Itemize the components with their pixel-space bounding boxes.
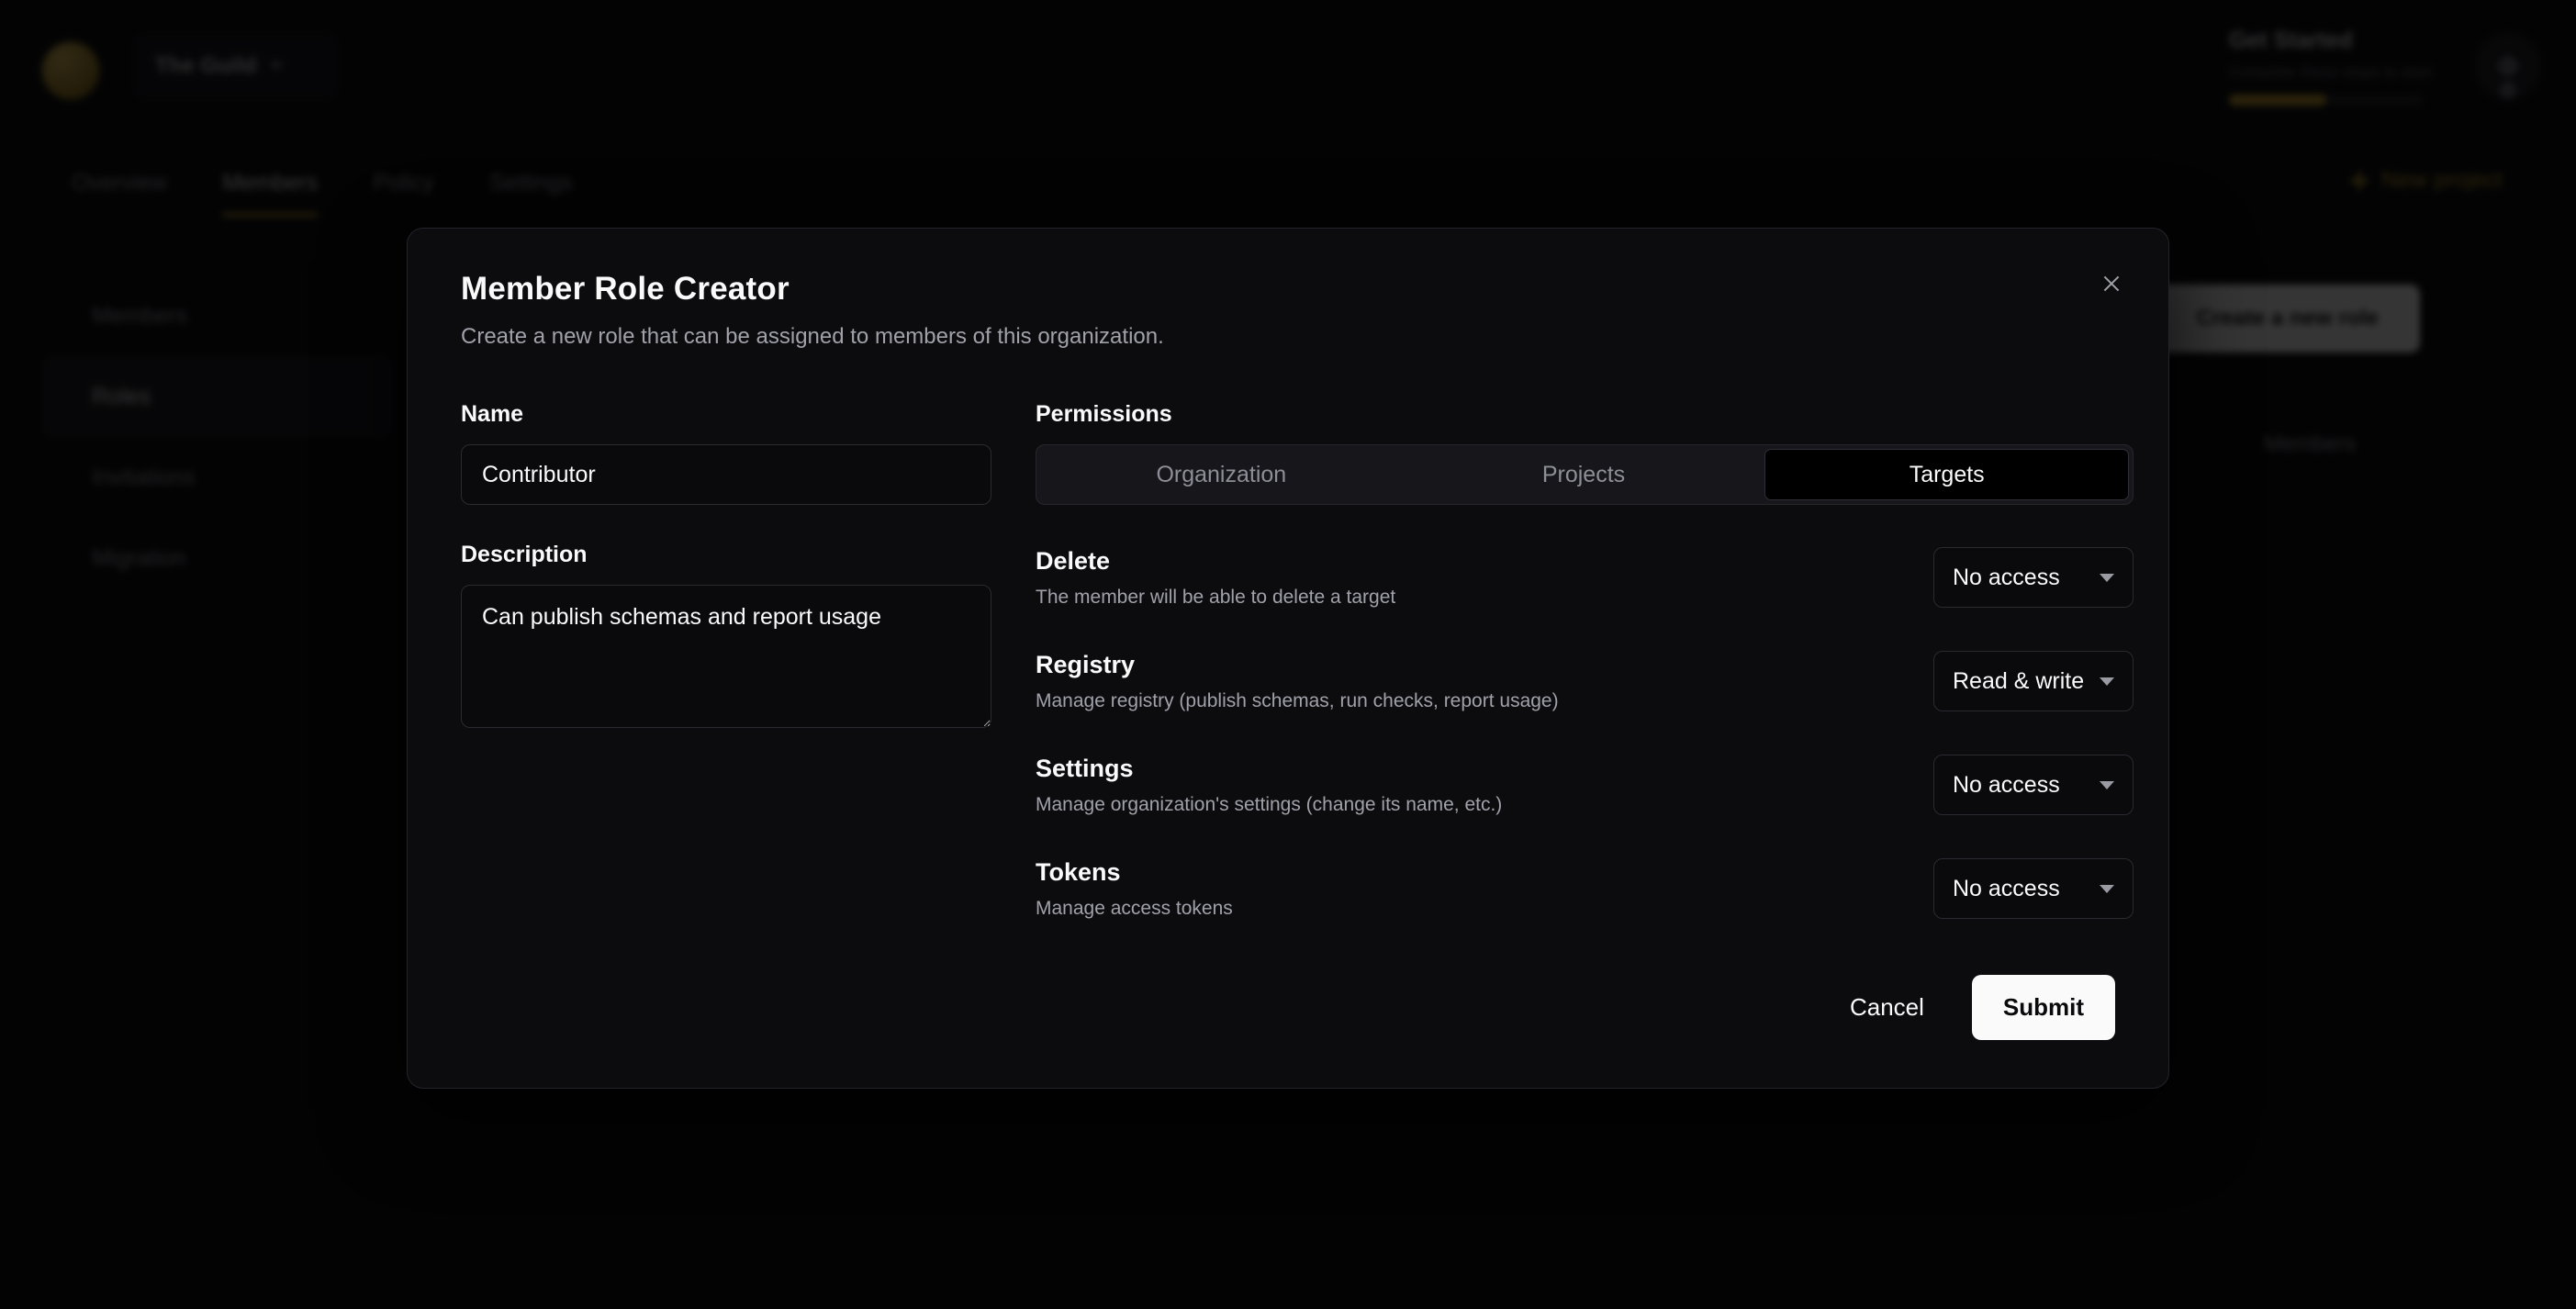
select-value: No access — [1953, 875, 2060, 901]
dialog-title: Member Role Creator — [461, 271, 790, 307]
chevron-down-icon — [2100, 677, 2114, 686]
tab-targets[interactable] — [1764, 449, 2129, 500]
permission-title: Delete — [1036, 547, 1111, 575]
permission-row-delete — [1036, 547, 2134, 609]
dialog-subtitle: Create a new role that can be assigned to members of this organization. — [461, 324, 1164, 349]
permission-description: Manage organization's settings (change its name, etc.) — [1036, 794, 1503, 815]
permission-select-tokens[interactable] — [1933, 858, 2134, 919]
description-input[interactable] — [461, 585, 991, 728]
select-value: No access — [1953, 771, 2060, 798]
dialog-body — [461, 401, 2115, 920]
permission-text — [1036, 651, 1559, 712]
tab-projects[interactable] — [1403, 449, 1765, 500]
permission-select-delete[interactable] — [1933, 547, 2134, 608]
permission-title: Settings — [1036, 755, 1134, 782]
permission-description: Manage access tokens — [1036, 898, 1233, 919]
permission-title: Registry — [1036, 651, 1136, 678]
member-role-creator-dialog — [407, 228, 2169, 1089]
description-label: Description — [461, 542, 588, 567]
tab-label: Projects — [1541, 461, 1626, 487]
permission-description: The member will be able to delete a target — [1036, 587, 1396, 608]
permission-select-settings[interactable] — [1933, 755, 2134, 815]
tab-label: Organization — [1156, 461, 1287, 487]
close-icon[interactable] — [2091, 263, 2132, 304]
permissions-label: Permissions — [1036, 401, 1172, 427]
dialog-right-column — [1036, 401, 2134, 920]
permission-select-registry[interactable] — [1933, 651, 2134, 711]
chevron-down-icon — [2100, 885, 2114, 893]
permissions-tabs — [1036, 444, 2134, 505]
select-value: Read & write — [1953, 667, 2085, 694]
cancel-button[interactable]: Cancel — [1830, 977, 1944, 1038]
name-label: Name — [461, 401, 524, 427]
dialog-actions — [1830, 975, 2115, 1040]
chevron-down-icon — [2100, 781, 2114, 789]
tab-organization[interactable] — [1040, 449, 1403, 500]
permission-row-registry — [1036, 651, 2134, 712]
tab-label: Targets — [1909, 461, 1985, 487]
dialog-left-column — [461, 401, 991, 920]
permission-title: Tokens — [1036, 858, 1121, 886]
permission-text — [1036, 755, 1502, 816]
permission-row-tokens — [1036, 858, 2134, 920]
permission-row-settings — [1036, 755, 2134, 816]
name-input[interactable] — [461, 444, 991, 505]
chevron-down-icon — [2100, 574, 2114, 582]
permission-text — [1036, 858, 1233, 920]
permission-description: Manage registry (publish schemas, run checks, report usage) — [1036, 690, 1559, 711]
permission-text — [1036, 547, 1395, 609]
select-value: No access — [1953, 564, 2060, 590]
submit-button[interactable]: Submit — [1972, 975, 2115, 1040]
